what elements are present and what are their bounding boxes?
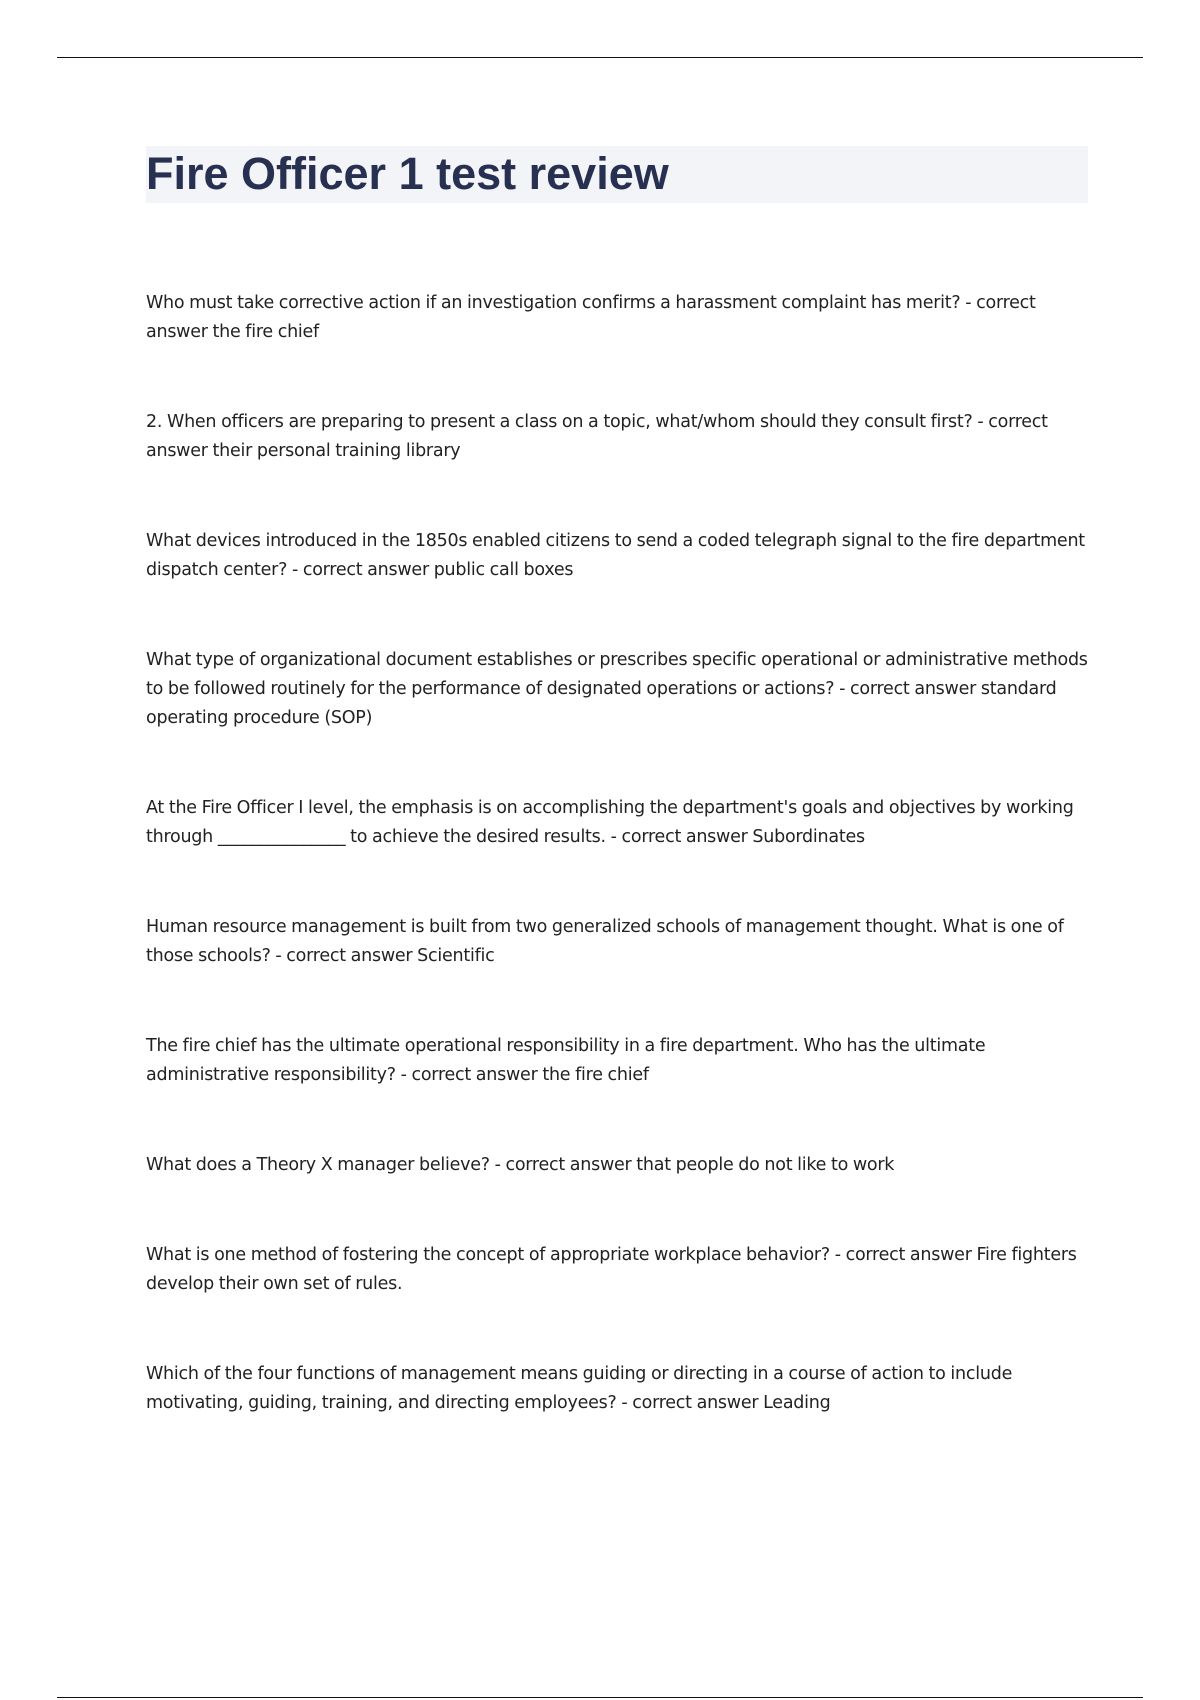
bottom-rule [57, 1697, 1143, 1698]
qa-item-3: What devices introduced in the 1850s enabled citizens to send a coded telegraph signal to the fire department dispatch center? - correct answer public call boxes [146, 531, 1085, 580]
top-rule [57, 57, 1143, 58]
qa-item-7: The fire chief has the ultimate operational responsibility in a fire department. Who has the ultimate administrative responsibility? - correct answer the fire chief [146, 1036, 986, 1085]
qa-item-8: What does a Theory X manager believe? - correct answer that people do not like to work [146, 1155, 895, 1175]
qa-item-5: At the Fire Officer I level, the emphasis is on accomplishing the department's goals and objectives by working through _______________ to achieve the desired results. - correct answer Subordinates [146, 798, 1074, 847]
qa-item-1: Who must take corrective action if an investigation confirms a harassment complaint has merit? - correct answer the fire chief [146, 293, 1036, 342]
document-title: Fire Officer 1 test review [146, 148, 669, 199]
qa-item-2: 2. When officers are preparing to present a class on a topic, what/whom should they consult first? - correct answer their personal training library [146, 412, 1048, 461]
qa-item-6: Human resource management is built from two generalized schools of management thought. What is one of those schools? - correct answer Scientific [146, 917, 1064, 966]
qa-item-10: Which of the four functions of management means guiding or directing in a course of action to include motivating, guiding, training, and directing employees? - correct answer Leading [146, 1364, 1013, 1413]
title-band [146, 146, 1088, 203]
qa-list [146, 289, 1091, 1418]
qa-item-9: What is one method of fostering the concept of appropriate workplace behavior? - correct answer Fire fighters develop their own set of rules. [146, 1245, 1077, 1294]
qa-item-4: What type of organizational document establishes or prescribes specific operational or administrative methods to be followed routinely for the performance of designated operations or actions? - correct answer standard operating procedure (SOP) [146, 650, 1088, 728]
